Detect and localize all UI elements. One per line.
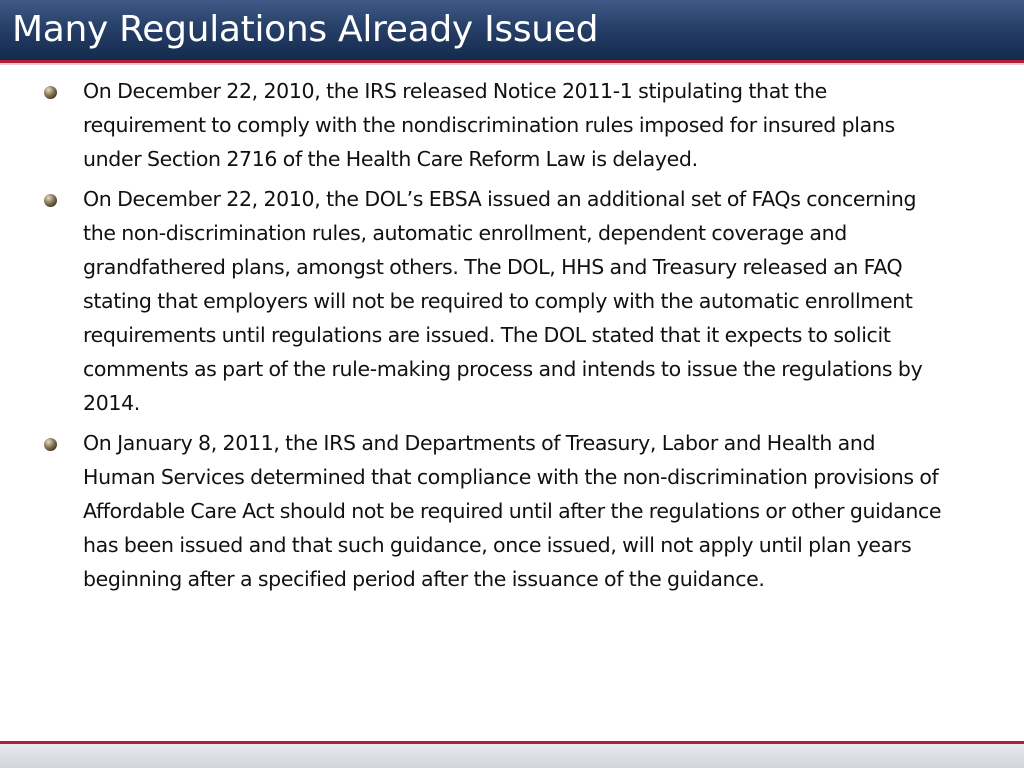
bullet-list bbox=[0, 74, 1024, 602]
bullet-item bbox=[0, 426, 943, 596]
bullet-dot-icon bbox=[44, 438, 57, 451]
bullet-dot-icon bbox=[44, 86, 57, 99]
title-divider-shadow bbox=[0, 63, 1024, 65]
bullet-dot-icon bbox=[44, 194, 57, 207]
bullet-text: On December 22, 2010, the IRS released Notice 2011-1 stipulating that the requirement to comply with the nondiscrimination rules imposed for insured plans under Section 2716 of the Health Care Reform Law is delayed. bbox=[83, 79, 895, 171]
bullet-item bbox=[0, 182, 943, 420]
footer-band bbox=[0, 744, 1024, 768]
title-bar bbox=[0, 0, 1024, 60]
bullet-item bbox=[0, 74, 943, 176]
slide-title: Many Regulations Already Issued bbox=[12, 9, 599, 50]
bullet-text: On January 8, 2011, the IRS and Departments of Treasury, Labor and Health and Human Services determined that compliance with the non-discrimination provisions of Affordable Care Act should not be required until after the regulations or other guidance has been issued and that such guidance, once issued, will not apply until plan years beginning after a specified period after the issuance of the guidance. bbox=[83, 431, 942, 591]
bullet-text: On December 22, 2010, the DOL’s EBSA issued an additional set of FAQs concerning the non-discrimination rules, automatic enrollment, dependent coverage and grandfathered plans, amongst others. The DOL, HHS and Treasury released an FAQ stating that employers will not be required to comply with the automatic enrollment requirements until regulations are issued. The DOL stated that it expects to solicit comments as part of the rule-making process and intends to issue the regulations by 2014. bbox=[83, 187, 923, 415]
